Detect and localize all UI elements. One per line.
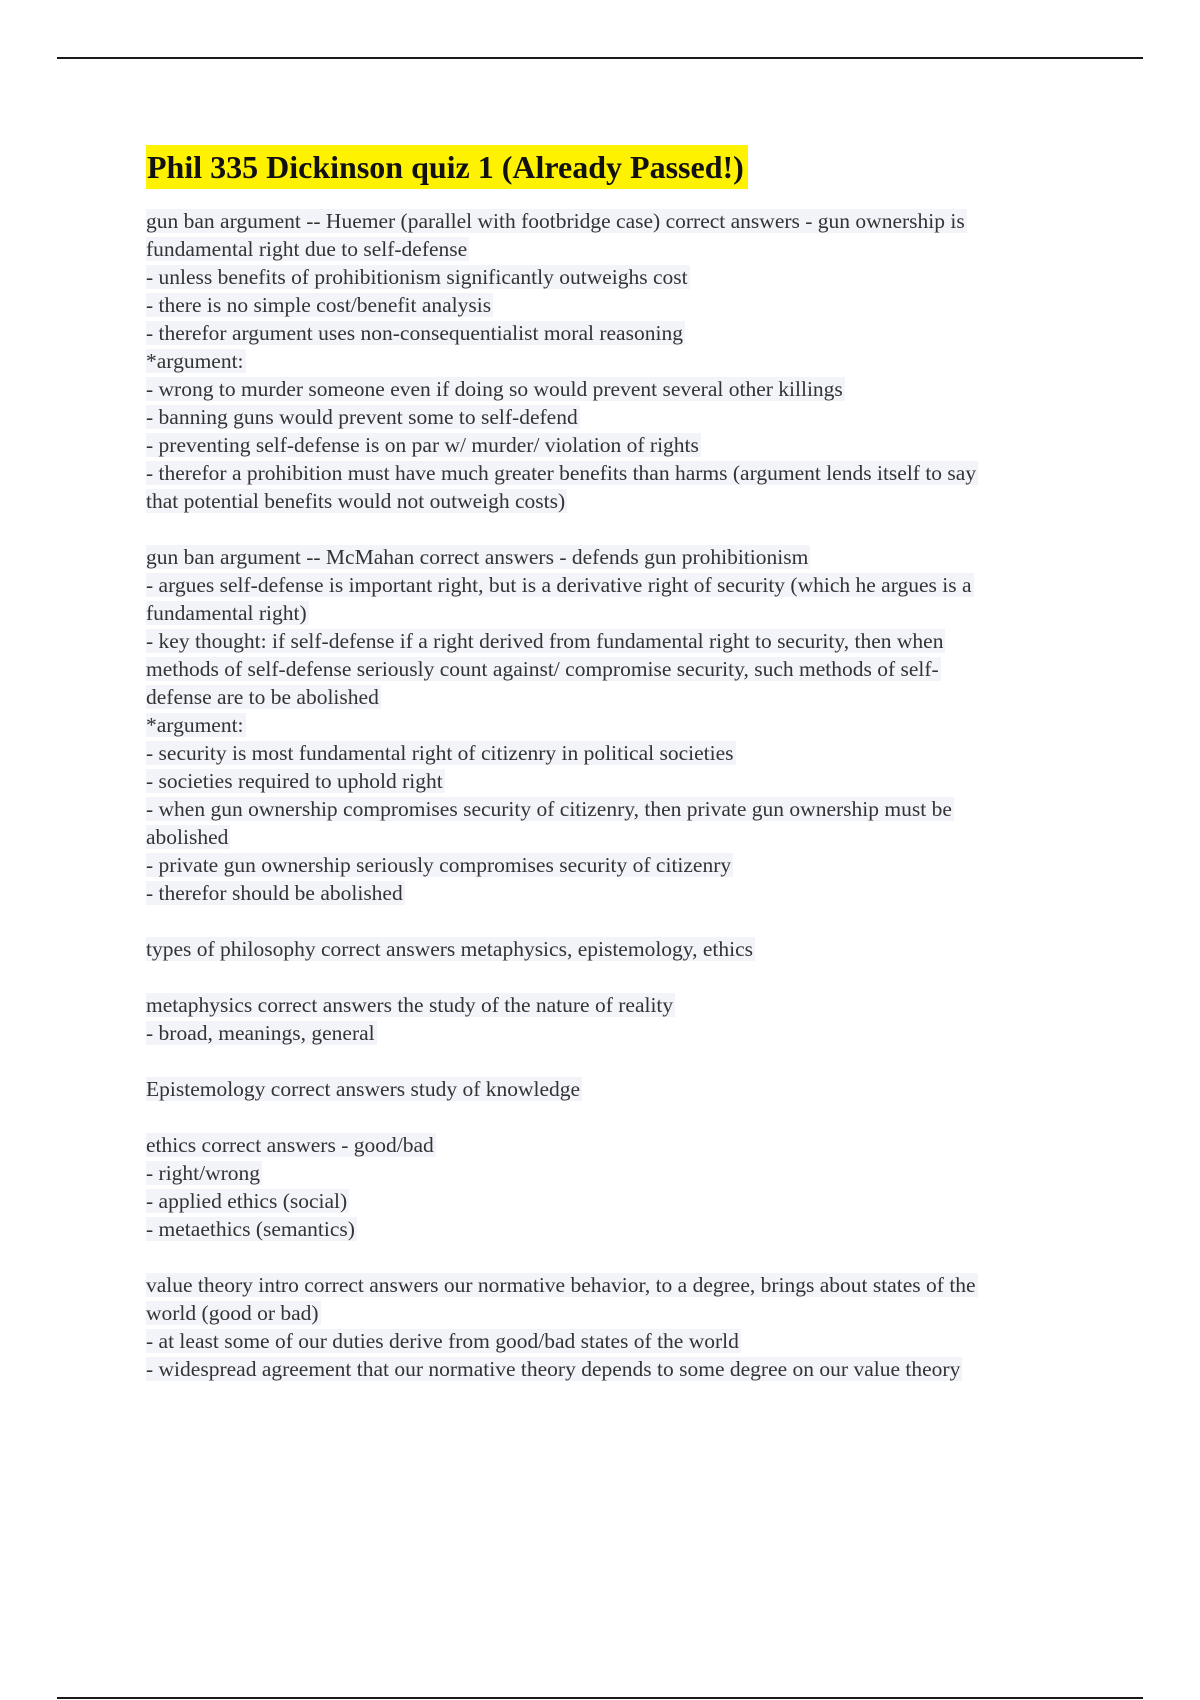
entry-line-text: metaphysics correct answers the study of the nature of reality [146,993,674,1017]
entry-line-text: - argues self-defense is important right, but is a derivative right of security (which he argues is a [146,573,972,597]
entry-line-text: world (good or bad) [146,1301,319,1325]
entry-line [146,935,1096,963]
entry-line [146,235,1096,263]
entry-line [146,403,1096,431]
entry-line-text: Epistemology correct answers study of knowledge [146,1077,581,1101]
entry-line [146,1215,1096,1243]
entry-line [146,767,1096,795]
entry-line [146,991,1096,1019]
entry-line [146,263,1096,291]
entry-line [146,1019,1096,1047]
entry-line-text: gun ban argument -- Huemer (parallel with footbridge case) correct answers - gun ownership is [146,209,965,233]
flashcard-entry [146,991,1096,1047]
entry-line [146,795,1096,823]
entry-line [146,1299,1096,1327]
document-title: Phil 335 Dickinson quiz 1 (Already Passed!) [146,145,748,189]
bottom-rule [57,1697,1143,1699]
entry-line-text: that potential benefits would not outweigh costs) [146,489,566,513]
entry-line [146,459,1096,487]
entry-line-text: - unless benefits of prohibitionism significantly outweighs cost [146,265,688,289]
entry-line [146,487,1096,515]
entry-line [146,1159,1096,1187]
entry-line-text: - banning guns would prevent some to self-defend [146,405,578,429]
top-rule [57,57,1143,59]
entry-line-text: - metaethics (semantics) [146,1217,355,1241]
entry-line-text: abolished [146,825,229,849]
entry-line [146,599,1096,627]
flashcard-entry [146,1271,1096,1383]
entry-line [146,347,1096,375]
flashcard-entry [146,935,1096,963]
entry-line [146,851,1096,879]
entry-line-text: defense are to be abolished [146,685,379,709]
entry-line-text: fundamental right) [146,601,307,625]
entry-line-text: types of philosophy correct answers metaphysics, epistemology, ethics [146,937,754,961]
entry-line [146,291,1096,319]
entry-line-text: - wrong to murder someone even if doing so would prevent several other killings [146,377,843,401]
entry-line-text: - right/wrong [146,1161,261,1185]
entry-line [146,823,1096,851]
entry-line [146,711,1096,739]
entry-list [146,207,1096,1383]
entry-line [146,207,1096,235]
entry-line-text: *argument: [146,349,244,373]
entry-line [146,1327,1096,1355]
entry-line-text: - therefor argument uses non-consequentialist moral reasoning [146,321,683,345]
flashcard-entry [146,543,1096,907]
entry-line [146,1271,1096,1299]
document-body [146,145,1096,1411]
entry-line-text: - therefor should be abolished [146,881,403,905]
entry-line [146,683,1096,711]
entry-line [146,431,1096,459]
entry-line-text: - security is most fundamental right of citizenry in political societies [146,741,734,765]
entry-line-text: - when gun ownership compromises security of citizenry, then private gun ownership must be [146,797,952,821]
entry-line-text: - broad, meanings, general [146,1021,375,1045]
entry-line-text: - key thought: if self-defense if a right derived from fundamental right to security, then when [146,629,944,653]
entry-line-text: methods of self-defense seriously count against/ compromise security, such methods of self- [146,657,939,681]
entry-line-text: - preventing self-defense is on par w/ murder/ violation of rights [146,433,699,457]
entry-line-text: - there is no simple cost/benefit analysis [146,293,492,317]
entry-line-text: - societies required to uphold right [146,769,443,793]
entry-line-text: - at least some of our duties derive from good/bad states of the world [146,1329,739,1353]
entry-line [146,319,1096,347]
flashcard-entry [146,207,1096,515]
entry-line-text: - private gun ownership seriously compromises security of citizenry [146,853,732,877]
entry-line [146,1131,1096,1159]
entry-line-text: fundamental right due to self-defense [146,237,468,261]
entry-line [146,1187,1096,1215]
entry-line [146,739,1096,767]
entry-line [146,1075,1096,1103]
entry-line-text: *argument: [146,713,244,737]
entry-line [146,543,1096,571]
flashcard-entry [146,1131,1096,1243]
entry-line-text: ethics correct answers - good/bad [146,1133,434,1157]
entry-line [146,1355,1096,1383]
entry-line [146,571,1096,599]
entry-line-text: gun ban argument -- McMahan correct answers - defends gun prohibitionism [146,545,809,569]
entry-line [146,375,1096,403]
entry-line [146,627,1096,655]
entry-line-text: value theory intro correct answers our normative behavior, to a degree, brings about states of the [146,1273,976,1297]
entry-line [146,879,1096,907]
entry-line-text: - therefor a prohibition must have much greater benefits than harms (argument lends itself to say [146,461,977,485]
flashcard-entry [146,1075,1096,1103]
entry-line [146,655,1096,683]
entry-line-text: - applied ethics (social) [146,1189,348,1213]
entry-line-text: - widespread agreement that our normative theory depends to some degree on our value theory [146,1357,961,1381]
